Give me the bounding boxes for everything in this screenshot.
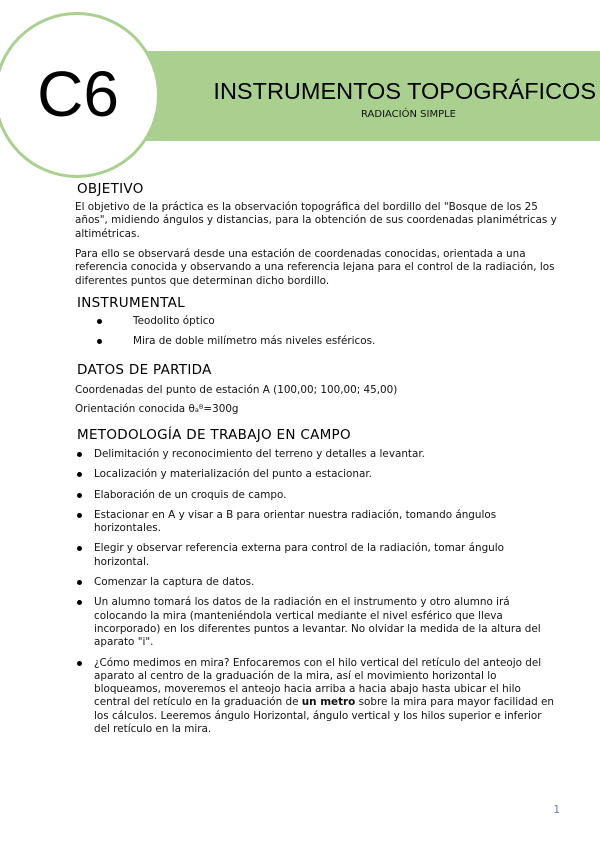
bullet-icon [77, 580, 82, 585]
list-item [94, 596, 556, 649]
instrumental-list [133, 315, 553, 349]
chapter-code: C6 [37, 58, 119, 130]
bullet-icon [97, 339, 102, 344]
page-number: 1 [553, 804, 560, 816]
bullet-icon [77, 600, 82, 605]
section-heading-instrumental: INSTRUMENTAL [77, 295, 185, 311]
section-heading-objetivo: OBJETIVO [77, 181, 144, 197]
page-subtitle: RADIACIÓN SIMPLE [360, 109, 456, 120]
list-item-text: Delimitación y reconocimiento del terreno y detalles a levantar. [94, 448, 425, 460]
list-item [94, 468, 556, 481]
bullet-icon [77, 513, 82, 518]
list-item [94, 509, 556, 536]
list-item-text: Estacionar en A y visar a B para orientar nuestra radiación, tomando ángulos horizontales. [94, 508, 497, 535]
list-item-text-before: ¿Cómo medimos en mira? Enfocaremos con el hilo vertical del retículo del anteojo del aparato al centro de la graduación de la mira, así el movimiento horizontal lo bloqueamos, moveremos el anteojo hacia arriba a hacia abajo hasta ubicar el hilo central del retículo en la graduación de [94, 656, 542, 709]
bullet-icon [77, 493, 82, 498]
list-item-text-after: sobre la mira para mayor facilidad en los cálculos. Leeremos ángulo Horizontal, ángulo vertical y los hilos superior e inferior del retículo en la mira. [94, 696, 554, 736]
list-item-text: Mira de doble milímetro más niveles esféricos. [133, 335, 376, 348]
bullet-icon [77, 661, 82, 666]
list-item-text: Comenzar la captura de datos. [94, 576, 255, 589]
bullet-icon [77, 472, 82, 477]
list-item-text: Localización y materialización del punto a estacionar. [94, 468, 372, 481]
objetivo-paragraph-2: Para ello se observará desde una estación de coordenadas conocidas, orientada a una referencia conocida y observando a una referencia lejana para el control de la radiación, los diferentes puntos que determinan dicho bordillo. [75, 248, 555, 287]
list-item [94, 542, 556, 569]
list-item [94, 657, 556, 737]
bullet-icon [97, 319, 102, 324]
section-heading-datos: DATOS DE PARTIDA [77, 362, 212, 378]
list-item-text-bold: un metro [301, 696, 356, 709]
metodologia-list [94, 448, 556, 736]
list-item-text: Un alumno tomará los datos de la radiación en el instrumento y otro alumno irá colocando la mira (manteniéndola vertical mediante el nivel esférico que lleva incorporado) en los diferentes puntos a levantar. No olvidar la medida de la altura del aparato "i". [94, 596, 541, 649]
list-item-text: Elegir y observar referencia externa para control de la radiación, tomar ángulo horizontal. [94, 542, 505, 568]
datos-orientacion: Orientación conocida θₐᴮ=300g [75, 403, 239, 415]
list-item [94, 576, 556, 589]
list-item [133, 315, 553, 328]
bullet-icon [77, 452, 82, 457]
objetivo-paragraph-1: El objetivo de la práctica es la observación topográfica del bordillo del "Bosque de los 25 años", midiendo ángulos y distancias, para la obtención de sus coordenadas planimétricas y altimétricas. [75, 201, 557, 240]
list-item [94, 448, 556, 461]
list-item-text: Elaboración de un croquis de campo. [94, 488, 287, 501]
list-item [94, 489, 556, 502]
datos-coordenadas: Coordenadas del punto de estación A (100,00; 100,00; 45,00) [75, 384, 398, 396]
bullet-icon [77, 546, 82, 551]
list-item [133, 335, 553, 348]
section-heading-metodologia: METODOLOGÍA DE TRABAJO EN CAMPO [77, 427, 351, 443]
list-item-text: Teodolito óptico [133, 315, 215, 327]
page-title: INSTRUMENTOS TOPOGRÁFICOS [213, 78, 596, 104]
